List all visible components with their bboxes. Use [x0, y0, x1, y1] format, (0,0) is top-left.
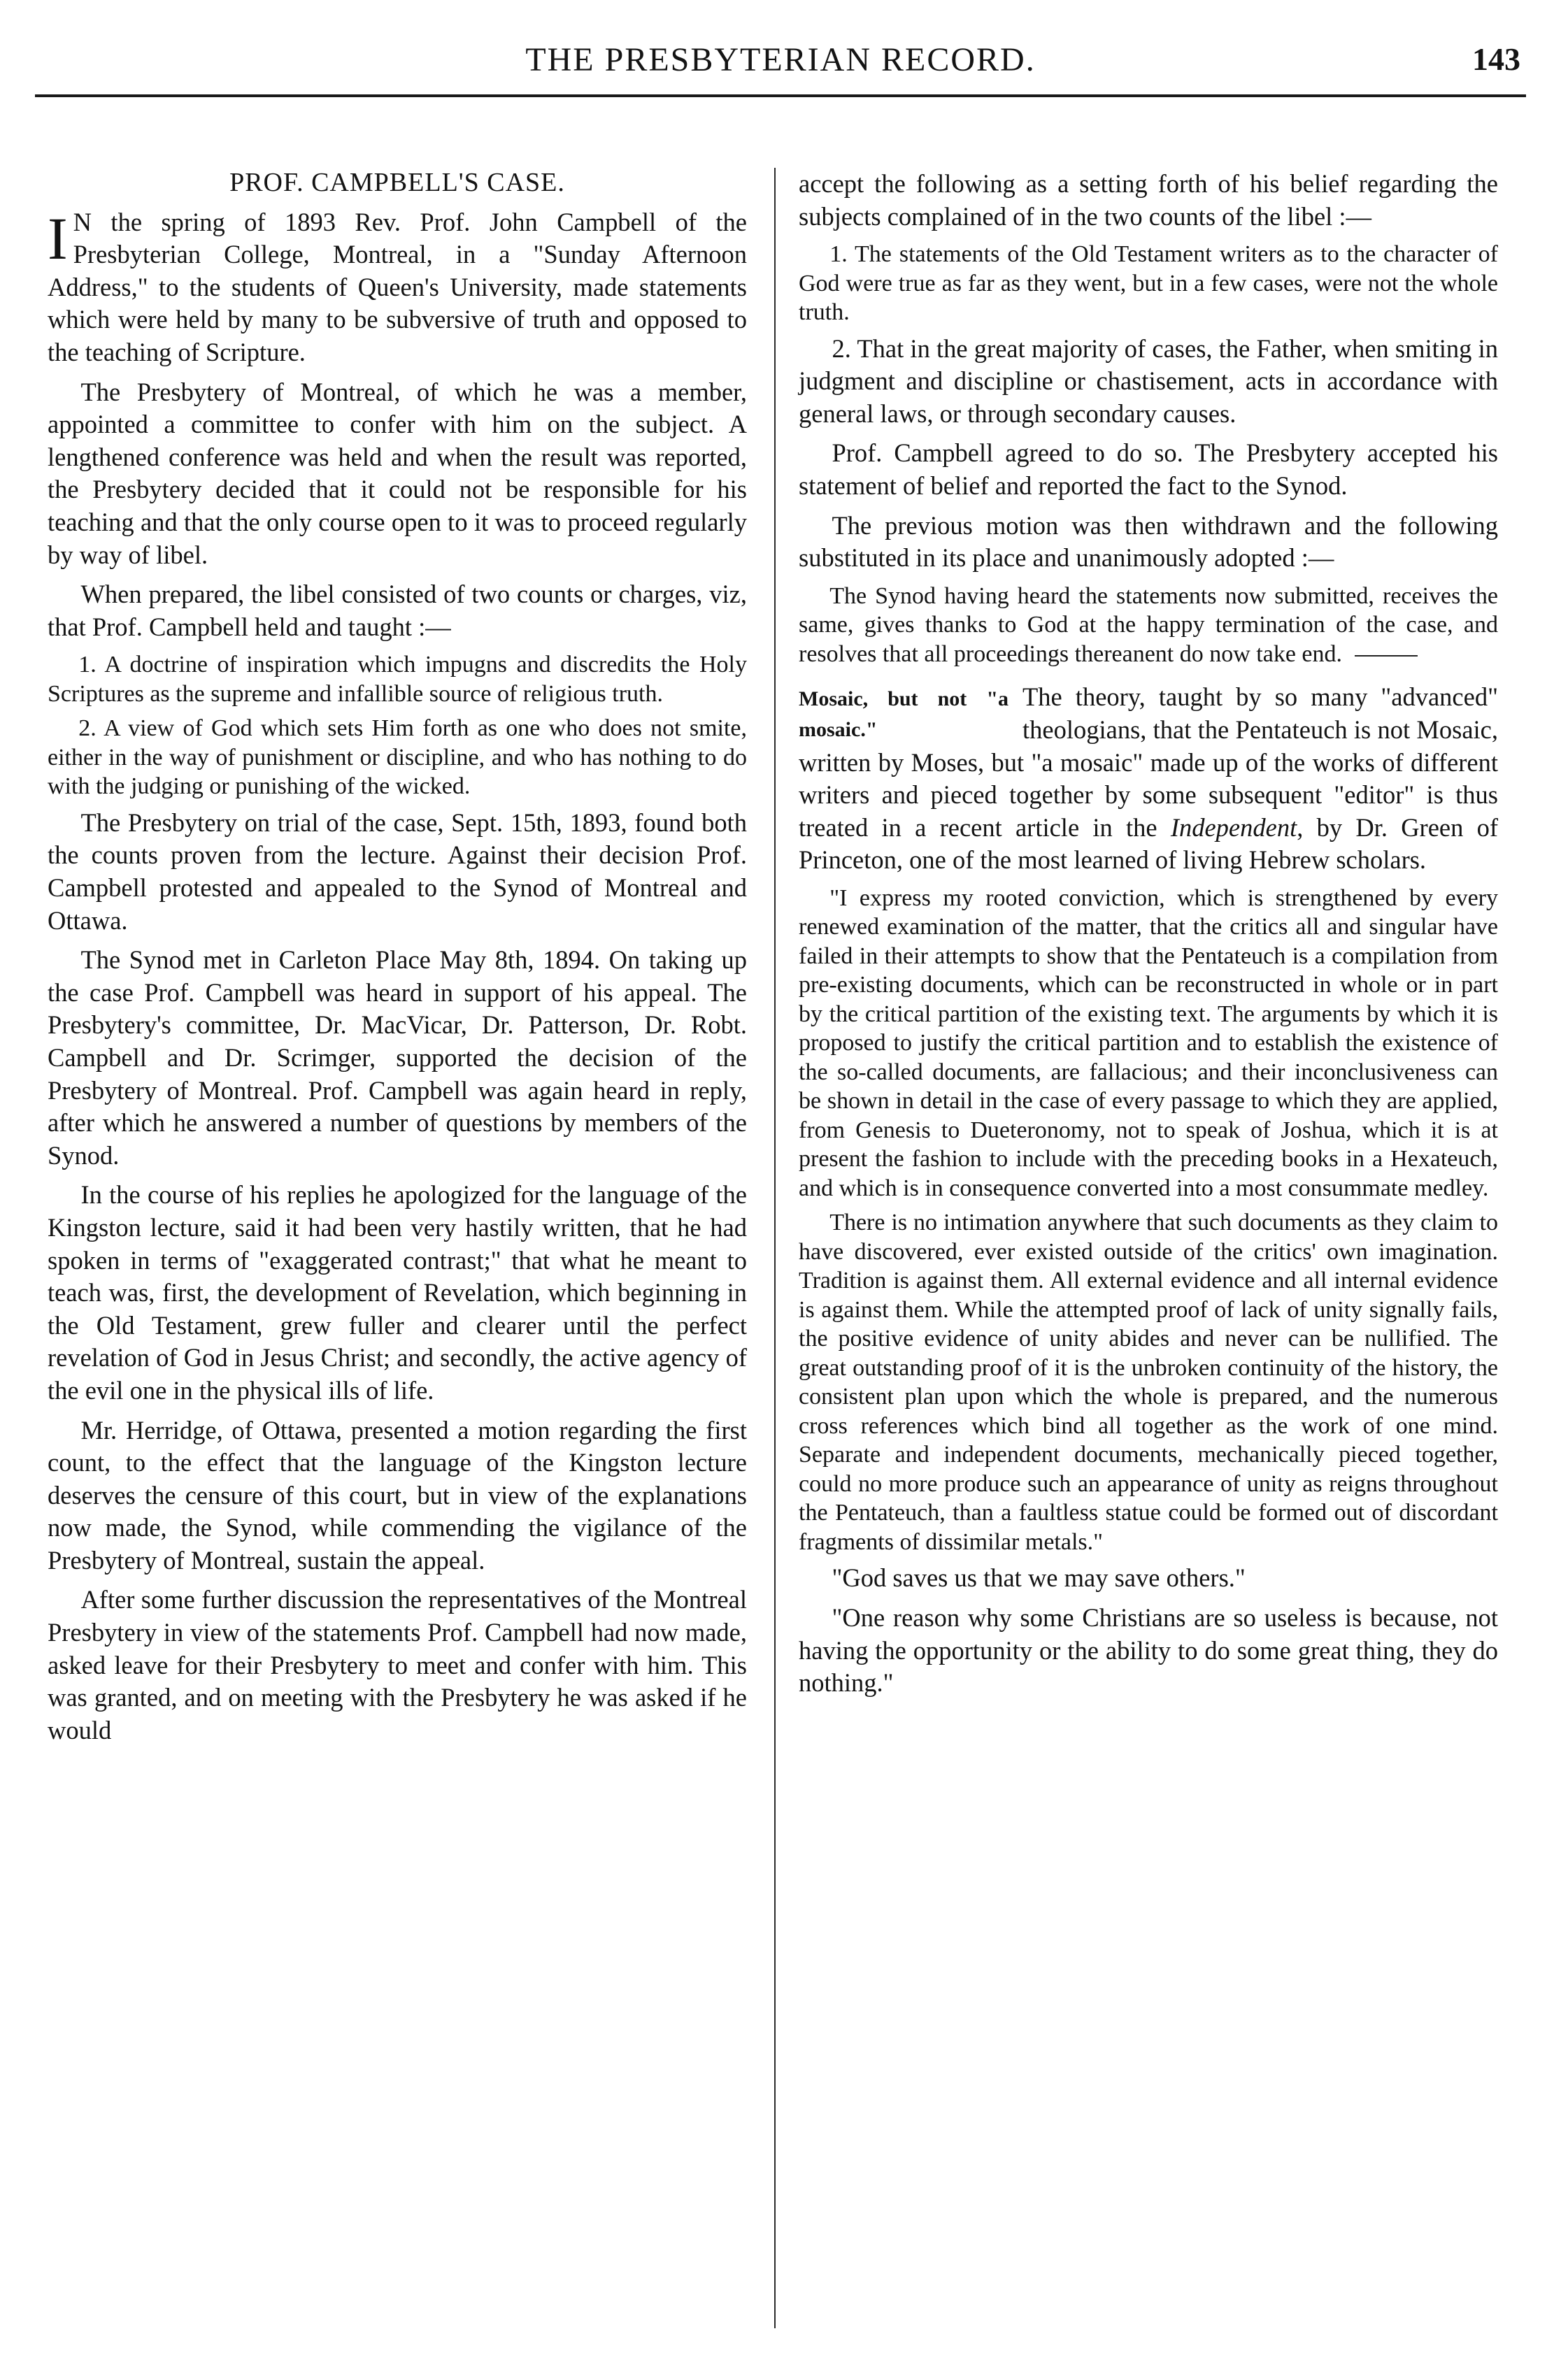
green-quote-1: "I express my rooted conviction, which is strengthened by every renewed examination of the matter, that the critics all and singular have failed in their attempts to show that the Pentateuch is a compilation from pre-existing documents, which can be reconstructed in whole or in part by the critical partition of the existing text. The arguments by which it is proposed to justify the critical partition and to establish the existence of the so-called documents, are fallacious; and their inconclusiveness can be shown in detail in the case of every passage to which they are applied, from Genesis to Dueteronomy, not to speak of Joshua, which it is at present the fashion to include with the preceding books in a Hexateuch, and which is in consequence converted into a most consummate medley. — [799, 884, 1498, 1201]
synod-resolution — [799, 582, 1498, 669]
article-paragraph: After some further discussion the representatives of the Montreal Presbytery in view of the statements Prof. Campbell had now made, asked leave for their Presbytery to meet and confer with him. This was granted, and on meeting with the Presbytery he was asked if he would — [48, 1585, 747, 1744]
column-divider — [774, 168, 776, 2328]
resolution-text: The Synod having heard the statements now submitted, receives the same, gives thanks to God at the happy termination of the case, and resolves that all proceedings thereanent do now take end. — [799, 582, 1498, 667]
filler-quote-1: "God saves us that we may save others." — [832, 1563, 1246, 1593]
libel-count-1: 1. A doctrine of inspiration which impugns and discredits the Holy Scriptures as the supreme and infallible source of religious truth. — [48, 652, 747, 707]
article-paragraph: In the course of his replies he apologized for the language of the Kingston lecture, said it had been very hastily written, that he had spoken in terms of "exaggerated contrast;" that what he meant to teach was, first, the development of Revelation, which beginning in the Old Testament, grew fuller and clearer until the perfect revelation of God in Jesus Christ; and secondly, the active agency of the evil one in the physical ills of life. — [48, 1180, 747, 1405]
article-heading: PROF. CAMPBELL'S CASE. — [229, 168, 565, 197]
right-column — [799, 106, 1498, 1707]
filler-quote-2: "One reason why some Christians are so useless is because, not having the opportunity or the ability to do some great thing, they do nothing." — [799, 1603, 1498, 1698]
paragraph-text: N the spring of 1893 Rev. Prof. John Campbell of the Presbyterian College, Montreal, in a "Sunday Afternoon Address," to the students of Queen's University, made statements which were held by many to be subversive of truth and opposed to the teaching of Scripture. — [48, 207, 747, 366]
article-paragraph: Prof. Campbell agreed to do so. The Presbytery accepted his statement of belief and reported the fact to the Synod. — [799, 438, 1498, 501]
page-number: 143 — [1472, 41, 1520, 77]
green-quote-2: There is no intimation anywhere that such documents as they claim to have discovered, ever existed outside of the critics' own imagination. Tradition is against them. All external evidence and all internal evidence is against them. While the attempted proof of lack of unity signally fails, the positive evidence of unity abides and never can be nullified. The great outstanding proof of it is the unbroken continuity of the history, the consistent plan upon which the whole is prepared, and the numerous cross references which bind all together as the work of one mind. Separate and independent documents, mechanically pieced together, could no more produce such an appearance of unity as reigns throughout the Pentateuch, than a faultless statue could be formed out of discordant fragments of dissimilar metals." — [799, 1210, 1498, 1555]
article-paragraph: The Synod met in Carleton Place May 8th, 1894. On taking up the case Prof. Campbell was heard in support of his appeal. The Presbytery's committee, Dr. MacVicar, Dr. Patterson, Dr. Robt. Campbell and Dr. Scrimger, supported the decision of the Presbytery of Montreal. Prof. Campbell was again heard in reply, after which he answered a number of questions by members of the Synod. — [48, 945, 747, 1170]
drop-cap: I — [48, 204, 68, 272]
libel-count-2: 2. A view of God which sets Him forth as one who does not smite, either in the way of punishment or discipline, and who has nothing to do with the judging or punishing of the wicked. — [48, 715, 747, 800]
article-paragraph: When prepared, the libel consisted of two counts or charges, viz, that Prof. Campbell held and taught :— — [48, 580, 747, 641]
independent-title: Independent — [1170, 812, 1297, 842]
running-head — [35, 28, 1526, 97]
mosaic-intro-text: The theory, taught by so many "advanced" theologians, that the Pentateuch is not Mosaic, written by Moses, but "a mosaic" made up of the works of different writers and pieced together by some subsequent "editor" is thus treated in a recent article in the — [799, 682, 1498, 842]
article-paragraph: The Presbytery on trial of the case, Sept. 15th, 1893, found both the counts proven from the lecture. Against their decision Prof. Campbell protested and appealed to the Synod of Montreal and Ottawa. — [48, 808, 747, 935]
mosaic-sidenote: Mosaic, but not "a mosaic." — [799, 687, 1008, 742]
mosaic-intro-end: , by Dr. Green of Princeton, one of the most learned of living Hebrew scholars. — [799, 812, 1498, 875]
page — [35, 28, 1526, 2349]
belief-statement-1: 1. The statements of the Old Testament writers as to the character of God were true as far as they went, but in a few cases, were not the whole truth. — [799, 241, 1498, 326]
article-paragraph — [48, 206, 747, 369]
article-paragraph: The Presbytery of Montreal, of which he was a member, appointed a committee to confer with him on the subject. A lengthened conference was held and when the result was reported, the Presbytery decided that it could not be responsible for his teaching and that the only course open to it was to proceed regularly by way of libel. — [48, 377, 747, 569]
article-paragraph: accept the following as a setting forth of his belief regarding the subjects complained of in the two counts of the libel :— — [799, 169, 1498, 231]
left-column — [48, 106, 747, 1754]
mosaic-article-intro — [799, 681, 1498, 877]
belief-statement-2: 2. That in the great majority of cases, the Father, when smiting in judgment and discipline or chastisement, acts in accordance with general laws, or through secondary causes. — [799, 334, 1498, 428]
columns — [35, 106, 1526, 2344]
article-paragraph: The previous motion was then withdrawn and the following substituted in its place and unanimously adopted :— — [799, 510, 1498, 573]
article-paragraph: Mr. Herridge, of Ottawa, presented a motion regarding the first count, to the effect that the language of the Kingston lecture deserves the censure of this court, but in view of the explanations now made, the Synod, while commending the vigilance of the Presbytery of Montreal, sustain the appeal. — [48, 1415, 747, 1575]
end-rule — [1355, 655, 1418, 657]
running-title: THE PRESBYTERIAN RECORD. — [525, 41, 1036, 78]
